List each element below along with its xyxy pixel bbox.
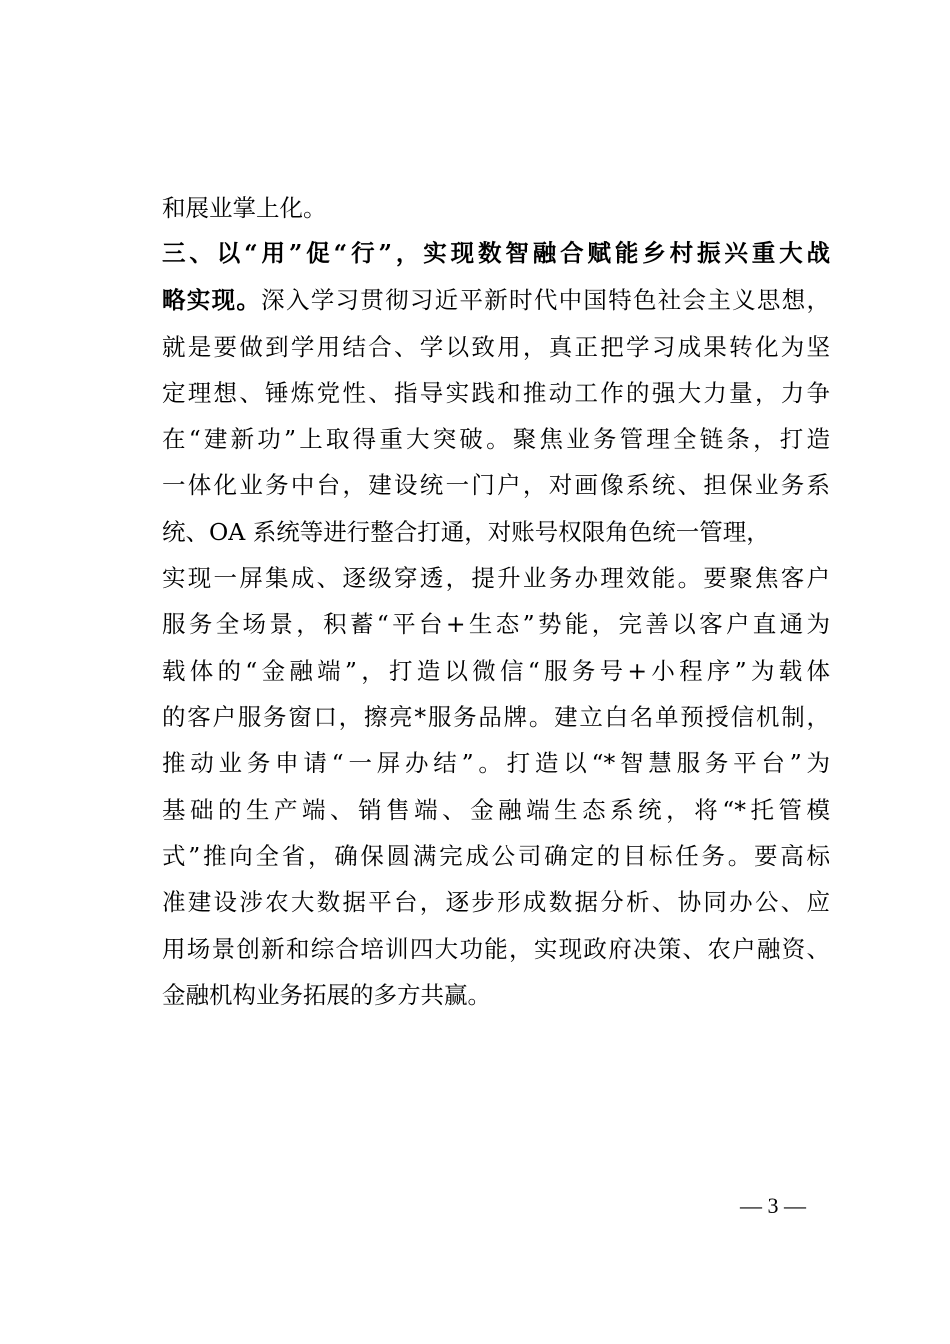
section-heading-line-1: 三、以“用”促“行”，实现数智融合赋能乡村振兴重大战 [162, 239, 830, 267]
paragraph-line-16: 用场景创新和综合培训四大功能，实现政府决策、农户融资、 [162, 935, 830, 963]
section-heading-end: 略实现。 [162, 286, 262, 314]
paragraph-line-9: 服务全场景，积蓄“平台+生态”势能，完善以客户直通为 [162, 610, 830, 638]
paragraph-line-11: 的客户服务窗口，擦亮*服务品牌。建立白名单预授信机制， [162, 703, 830, 731]
paragraph-line-15: 准建设涉农大数据平台，逐步形成数据分析、协同办公、应 [162, 888, 830, 916]
paragraph-line-17: 金融机构业务拓展的多方共赢。 [162, 981, 491, 1009]
paragraph-line-14: 式”推向全省，确保圆满完成公司确定的目标任务。要高标 [162, 842, 830, 870]
paragraph-line-1: 和展业掌上化。 [162, 194, 327, 222]
paragraph-line-10: 载体的“金融端”，打造以微信“服务号+小程序”为载体 [162, 657, 830, 685]
paragraph-line-2 [162, 285, 830, 315]
paragraph-line-7: 统、OA 系统等进行整合打通，对账号权限角色统一管理， [162, 518, 770, 546]
paragraph-line-6: 一体化业务中台，建设统一门户，对画像系统、担保业务系 [162, 471, 830, 499]
paragraph-line-5: 在“建新功”上取得重大突破。聚焦业务管理全链条，打造 [162, 425, 830, 453]
paragraph-line-3: 就是要做到学用结合、学以致用，真正把学习成果转化为坚 [162, 333, 830, 361]
paragraph-line-13: 基础的生产端、销售端、金融端生态系统，将“*托管模 [162, 796, 830, 824]
paragraph-line-2-text: 深入学习贯彻习近平新时代中国特色社会主义思想， [261, 286, 831, 314]
paragraph-line-8: 实现一屏集成、逐级穿透，提升业务办理效能。要聚焦客户 [162, 564, 830, 592]
paragraph-line-4: 定理想、锤炼党性、指导实践和推动工作的强大力量，力争 [162, 379, 830, 407]
paragraph-line-12: 推动业务申请“一屏办结”。打造以“*智慧服务平台”为 [162, 749, 830, 777]
page-number: — 3 — [740, 1193, 806, 1218]
